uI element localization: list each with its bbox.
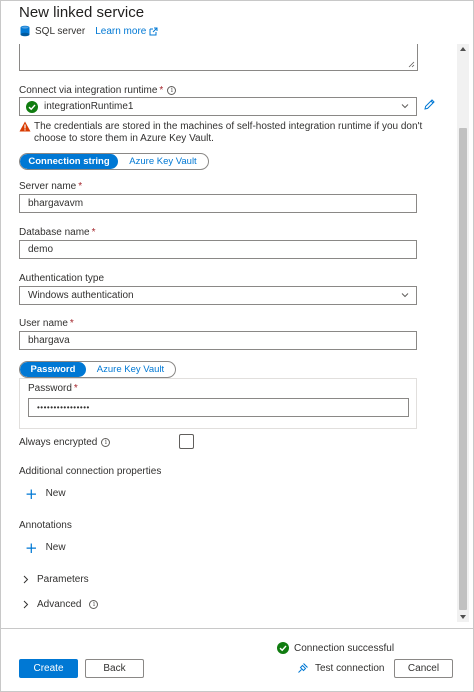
required-marker: * (73, 383, 78, 394)
user-label: User name (19, 318, 68, 329)
parameters-label: Parameters (37, 574, 89, 585)
server-label: Server name (19, 181, 77, 192)
external-link-icon (149, 27, 158, 36)
back-button[interactable]: Back (85, 659, 144, 678)
password-label-row (28, 383, 78, 394)
azure-key-vault-option[interactable]: Azure Key Vault (129, 156, 197, 167)
auth-type-value: Windows authentication (28, 290, 134, 301)
scrollbar[interactable] (457, 44, 469, 622)
advanced-label: Advanced (37, 599, 82, 610)
sql-server-icon (19, 25, 31, 37)
required-marker: * (91, 227, 96, 238)
scrollbar-thumb[interactable] (459, 128, 467, 610)
connection-status: Connection successful (294, 643, 395, 654)
add-connection-property-button[interactable] (25, 484, 66, 503)
learn-more-text: Learn more (95, 25, 147, 37)
runtime-label-row (19, 85, 176, 96)
password-label: Password (28, 383, 72, 394)
page-title: New linked service (19, 4, 145, 21)
create-button[interactable]: Create (19, 659, 78, 678)
credentials-warning: The credentials are stored in the machines of self-hosted integration runtime if you don't choose to store them in Azure Key Vault. (34, 121, 423, 144)
auth-label: Authentication type (19, 273, 105, 284)
info-icon[interactable]: i (89, 600, 98, 609)
info-icon[interactable]: i (101, 438, 110, 447)
always-encrypted-row (19, 437, 110, 448)
password-option[interactable]: Password (20, 362, 86, 377)
chevron-right-icon (22, 575, 29, 584)
azure-key-vault-option[interactable]: Azure Key Vault (96, 364, 165, 375)
required-marker: * (78, 181, 83, 192)
server-label-row (19, 181, 82, 192)
database-name-input[interactable]: demo (19, 240, 417, 259)
resize-grip-icon[interactable] (408, 61, 415, 68)
plus-icon: + (25, 484, 38, 503)
connection-toggle[interactable] (19, 153, 209, 170)
password-toggle[interactable] (19, 361, 176, 378)
test-connection-button[interactable] (297, 662, 385, 674)
chevron-down-icon (400, 290, 410, 300)
new-label: New (45, 488, 66, 499)
description-textarea[interactable] (19, 44, 418, 71)
cancel-button[interactable]: Cancel (394, 659, 453, 678)
additional-properties-label: Additional connection properties (19, 466, 162, 477)
always-encrypted-label: Always encrypted (19, 437, 98, 448)
add-annotation-button[interactable] (25, 538, 66, 557)
learn-more-link[interactable] (95, 26, 158, 37)
database-label: Database name (19, 227, 90, 238)
footer-divider (0, 628, 474, 629)
advanced-expander[interactable] (22, 599, 98, 610)
service-type-label: SQL server (35, 25, 86, 37)
required-marker: * (159, 85, 164, 96)
server-name-input[interactable]: bhargavavm (19, 194, 417, 213)
plus-icon: + (25, 538, 38, 557)
annotations-label: Annotations (19, 520, 72, 531)
warning-icon (19, 121, 31, 132)
info-icon[interactable]: i (167, 86, 176, 95)
required-marker: * (69, 318, 74, 329)
edit-pencil-icon[interactable] (423, 98, 436, 111)
user-label-row (19, 318, 74, 329)
runtime-label: Connect via integration runtime (19, 85, 158, 96)
connection-string-option[interactable]: Connection string (20, 154, 118, 169)
success-check-icon (277, 642, 289, 654)
user-name-input[interactable]: bhargava (19, 331, 417, 350)
password-input[interactable]: •••••••••••••••• (28, 398, 409, 417)
parameters-expander[interactable] (22, 574, 89, 585)
always-encrypted-checkbox[interactable] (179, 434, 194, 449)
plug-icon (297, 662, 309, 674)
scroll-down-icon[interactable] (459, 614, 467, 620)
database-label-row (19, 227, 96, 238)
runtime-value: integrationRuntime1 (44, 101, 134, 112)
auth-type-dropdown[interactable] (19, 286, 417, 305)
test-connection-label: Test connection (315, 662, 385, 674)
subtitle-row (19, 24, 158, 38)
chevron-down-icon (400, 101, 410, 111)
check-circle-icon (26, 101, 38, 113)
scroll-up-icon[interactable] (459, 46, 467, 52)
runtime-dropdown[interactable] (19, 97, 417, 116)
chevron-right-icon (22, 600, 29, 609)
new-label: New (45, 542, 66, 553)
